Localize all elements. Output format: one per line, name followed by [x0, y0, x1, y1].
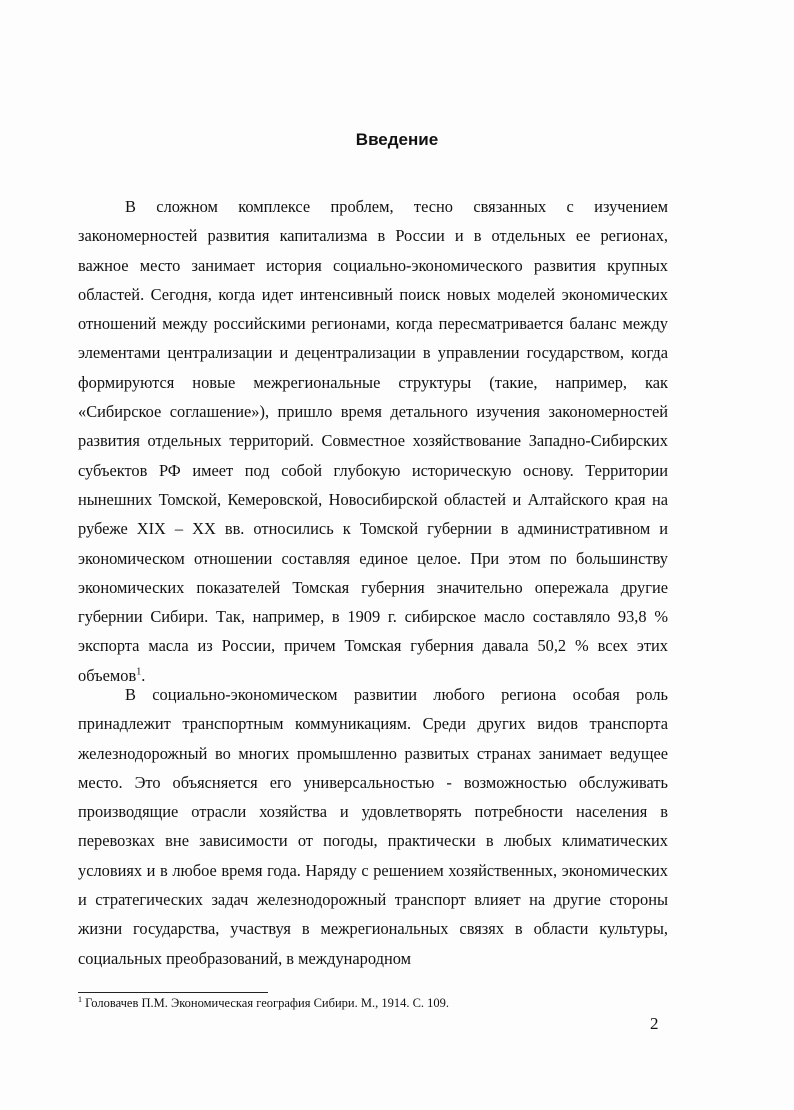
paragraph-2: В социально-экономическом развитии любого региона особая роль принадлежит транспортным коммуникациям. Среди других видов транспорта железнодорожный во многих промышленно развитых странах занимает ведущее место. Это объясняется его универсальностью - возможностью обслуживать производящие отрасли хозяйства и удовлетворять потребности населения в перевозках вне зависимости от погоды, практически в любых климатических условиях и в любое время года. Наряду с решением хозяйственных, экономических и стратегических задач железнодорожный транспорт влияет на другие стороны жизни государства, участвуя в межрегиональных связях в области культуры, социальных преобразований, в международном: [78, 685, 668, 968]
page-number: 2: [650, 1014, 659, 1033]
footnote-separator: [78, 992, 268, 993]
footnote-number: 1: [78, 994, 82, 1004]
page-title: Введение: [355, 130, 439, 149]
footnote-text: Головачев П.М. Экономическая география Сибири. М., 1914. С. 109.: [85, 996, 450, 1010]
paragraph-1: [78, 192, 668, 690]
paragraph-1-text: В сложном комплексе проблем, тесно связанных с изучением закономерностей развития капитализма в России и в отдельных ее регионах, важное место занимает история социально-экономического развития крупных областей. Сегодня, когда идет интенсивный поиск новых моделей экономических отношений между российскими регионами, когда пересматривается баланс между элементами централизации и децентрализации в управлении государством, когда формируются новые межрегиональные структуры (такие, например, как «Сибирское соглашение»), пришло время детального изучения закономерностей развития отдельных территорий. Совместное хозяйствование Западно-Сибирских субъектов РФ имеет под собой глубокую историческую основу. Территории нынешних Томской, Кемеровской, Новосибирской областей и Алтайского края на рубеже XIX – XX вв. относились к Томской губернии в административном и экономическом отношении составляя единое целое. При этом по большинству экономических показателей Томская губерния значительно опережала другие губернии Сибири. Так, например, в 1909 г. сибирское масло составляло 93,8 % экспорта масла из России, причем Томская губерния давала 50,2 % всех этих объемов: [78, 197, 668, 685]
footnote: [78, 996, 668, 1011]
footnote-reference: 1: [136, 666, 142, 678]
paragraph-1-end: .: [141, 665, 146, 685]
